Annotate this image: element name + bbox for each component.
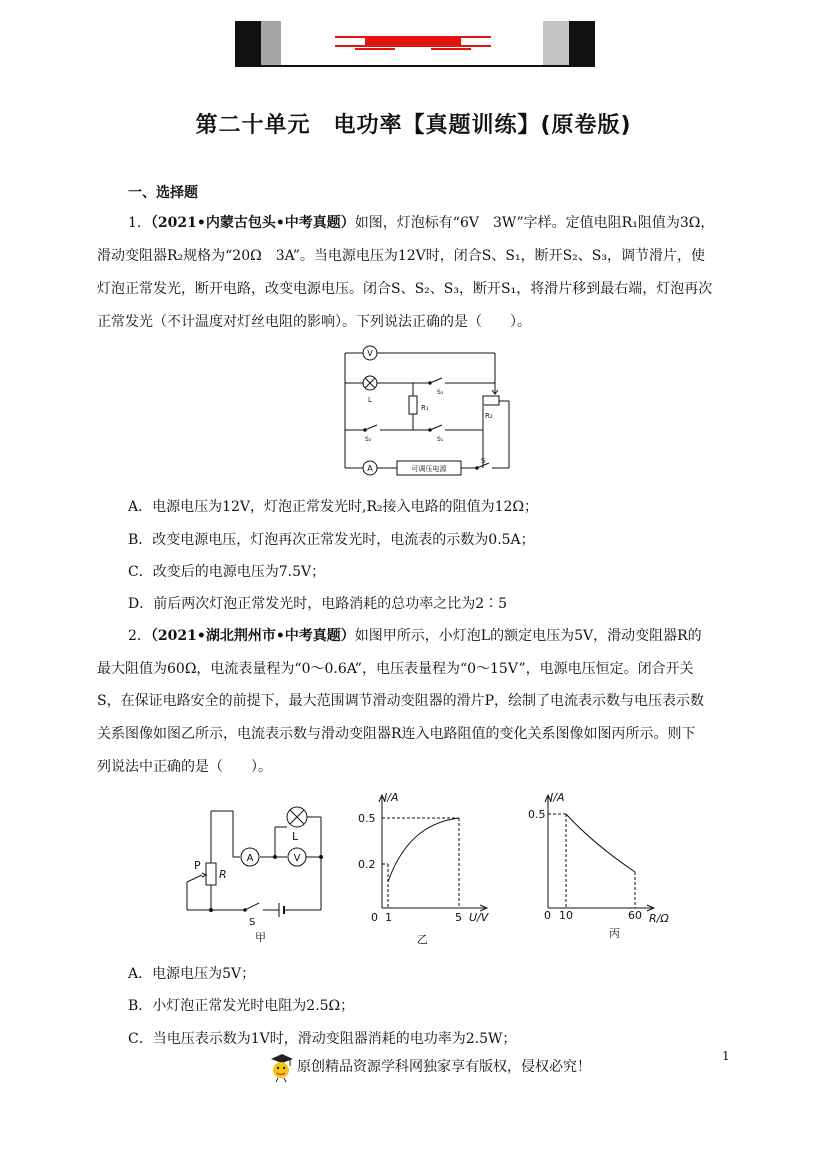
tick-x-5: 5 (455, 911, 462, 924)
switch-s1-label: S₁ (437, 436, 444, 443)
ammeter-label: A (367, 464, 373, 473)
tick-x-60: 60 (628, 909, 642, 922)
q1-option-b: B．改变电源电压，灯泡再次正常发光时，电流表的示数为0.5A； (128, 532, 535, 548)
q2-option-b: B．小灯泡正常发光时电阻为2.5Ω； (128, 998, 355, 1014)
tick-x-10: 10 (559, 909, 573, 922)
voltmeter-label: V (293, 853, 301, 864)
q1-line4: 正常发光（不计温度对灯丝电阻的影响）。下列说法正确的是（ ）。 (97, 314, 531, 330)
q2-option-c: C．当电压表示数为1V时，滑动变阻器消耗的电功率为2.5W； (128, 1031, 517, 1047)
tick-0-5: 0.5 (528, 808, 546, 821)
x-axis-label: U/V (469, 911, 489, 924)
q2-line5: 列说法中正确的是（ ）。 (97, 759, 272, 775)
tick-x-1: 1 (385, 911, 392, 924)
slider-p-label: P (194, 859, 201, 872)
fig-yi-graph (355, 785, 505, 949)
voltmeter-label: V (367, 349, 373, 358)
q1-option-d: D．前后两次灯泡正常发光时，电路消耗的总功率之比为2∶5 (128, 596, 508, 612)
q1-line2: 滑动变阻器R₂规格为“20Ω 3A”。当电源电压为12V时，闭合S、S₁，断开S₂、S₃，调节滑片，使 (97, 248, 705, 264)
q2-line1: 2．（2021•湖北荆州市•中考真题）如图甲所示，小灯泡L的额定电压为5V，滑动变阻器R的 (128, 628, 702, 644)
page-number: 1 (722, 1049, 730, 1063)
mascot-icon (268, 1053, 294, 1083)
switch-s2-label: S₂ (365, 436, 372, 443)
fig-yi-caption: 乙 (417, 933, 428, 945)
q2-option-a: A．电源电压为5V； (128, 966, 256, 982)
tick-x-0: 0 (371, 911, 378, 924)
footer-copyright: 原创精品资源学科网独家享有版权，侵权必究！ (297, 1059, 591, 1075)
rheostat-r-label: R (219, 868, 227, 881)
r2-label: R₂ (485, 412, 493, 420)
switch-s-label: S (481, 457, 486, 465)
iu-curve (388, 818, 459, 882)
lamp-label: L (368, 396, 372, 404)
page-title: 第二十单元 电功率【真题训练】(原卷版) (195, 113, 632, 138)
tick-x-0: 0 (544, 909, 551, 922)
ammeter-label: A (246, 853, 254, 864)
x-axis-label: R/Ω (649, 912, 669, 925)
ir-curve (566, 814, 635, 872)
banner-graphic (235, 21, 595, 67)
q1-line3: 灯泡正常发光，断开电路，改变电源电压。闭合S、S₂、S₃，断开S₁，将滑片移到最右端，灯泡再次 (97, 281, 713, 297)
tick-0-2: 0.2 (358, 858, 376, 871)
q1-line1: 1．（2021•内蒙古包头•中考真题）如图，灯泡标有“6V 3W”字样。定值电阻R₁阻值为3Ω， (128, 215, 715, 231)
fig-jia-caption: 甲 (255, 931, 266, 944)
switch-label: S (249, 917, 256, 928)
q2-line2: 最大阻值为60Ω，电流表量程为“0～0.6A”，电压表量程为“0～15V”，电源电压恒定。闭合开关 (97, 661, 694, 677)
section-heading: 一、选择题 (128, 185, 198, 201)
r1-label: R₁ (421, 404, 429, 412)
y-axis-label: I/A (384, 791, 399, 804)
tick-0-5: 0.5 (358, 812, 376, 825)
switch-s3-label: S₃ (437, 389, 444, 396)
q1-circuit-diagram (335, 338, 525, 482)
fig-bing-caption: 丙 (609, 927, 620, 940)
y-axis-label: I/A (550, 791, 565, 804)
resistor-r1 (409, 396, 417, 414)
q2-line4: 关系图像如图乙所示，电流表示数与滑动变阻器R连入电路阻值的变化关系图像如图丙所示。则下 (97, 726, 696, 742)
rheostat-r2 (483, 396, 499, 405)
q1-option-a: A．电源电压为12V，灯泡正常发光时,R₂接入电路的阻值为12Ω； (128, 499, 539, 515)
q2-line3: S，在保证电路安全的前提下，最大范围调节滑动变阻器的滑片P，绘制了电流表示数与电压表示数 (97, 693, 705, 709)
q1-option-c: C．改变后的电源电压为7.5V； (128, 564, 326, 580)
power-supply-label: 可调压电源 (411, 465, 447, 473)
header-banner (235, 21, 595, 67)
lamp-label: L (292, 830, 299, 843)
fig-jia-circuit (175, 795, 335, 949)
fig-bing-graph (525, 785, 675, 949)
rheostat-r (206, 863, 216, 885)
